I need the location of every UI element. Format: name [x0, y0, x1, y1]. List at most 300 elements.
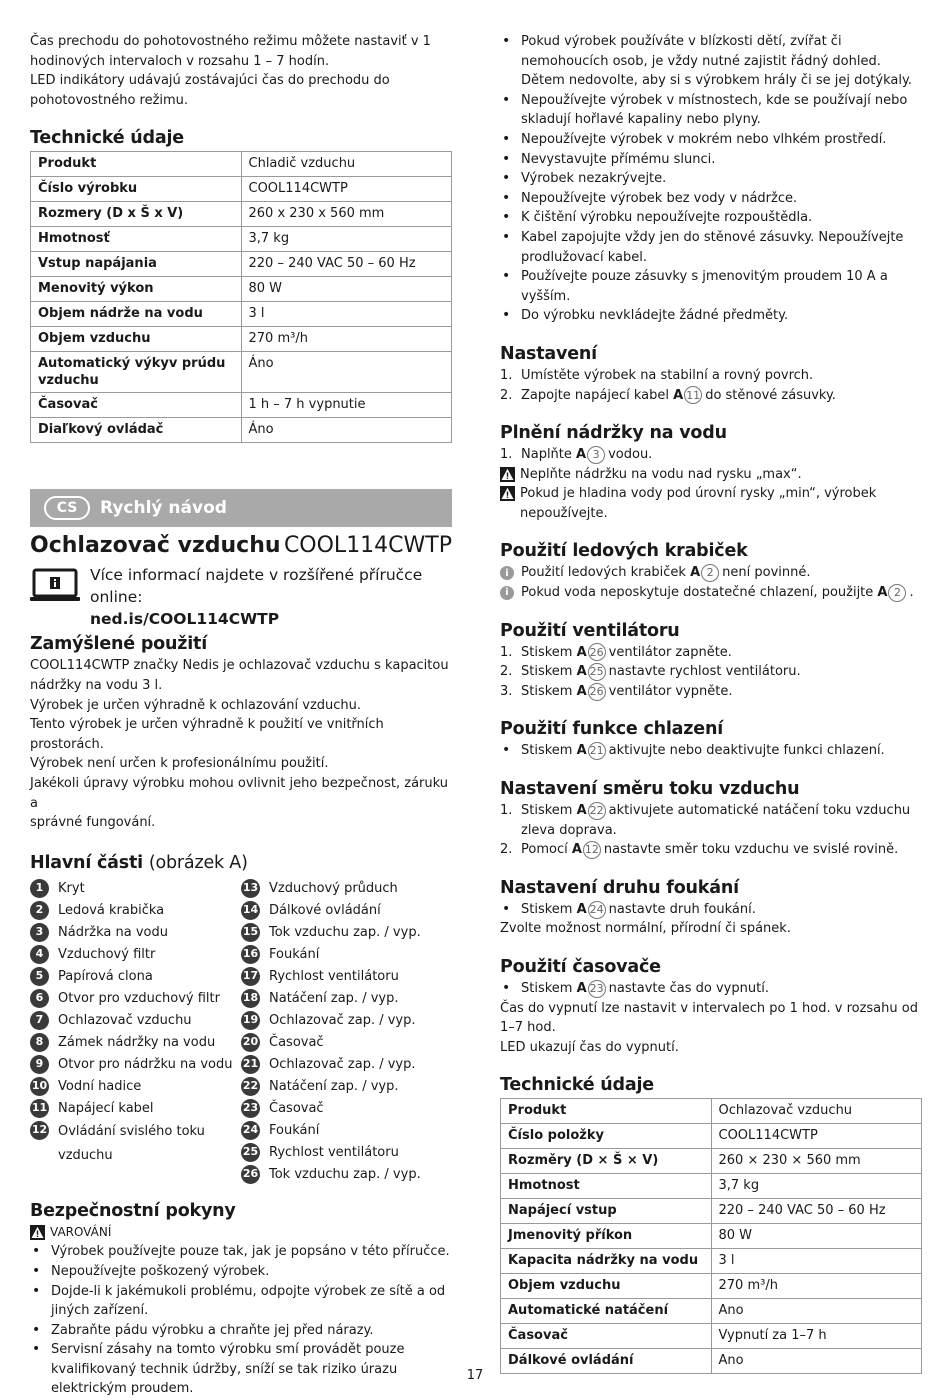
spec-value: COOL114CWTP [711, 1124, 922, 1149]
list-item [30, 1010, 241, 1032]
list-item [500, 979, 922, 999]
spec-value: 220 – 240 VAC 50 – 60 Hz [241, 252, 452, 277]
part-number: 2 [30, 901, 49, 920]
figure-ref [577, 682, 609, 702]
fan-steps [500, 643, 922, 702]
part-number: 22 [241, 1077, 260, 1096]
more-info [30, 564, 452, 630]
spec-value: 80 W [711, 1224, 922, 1249]
part-label: Ochlazovač zap. / vyp. [269, 1012, 416, 1028]
list-item [241, 1142, 452, 1164]
list-item [500, 682, 922, 702]
spec-key: Objem vzduchu [501, 1274, 712, 1299]
list-item [241, 922, 452, 944]
parts-column-left [30, 878, 241, 1186]
step-text-part: ventilátor zapněte. [608, 644, 732, 660]
intro-line: LED indikátory udávajú zostávajúci čas do prechodu do [30, 73, 390, 89]
warning-text: Neplňte nádržku na vodu nad rysku „max“. [520, 466, 802, 482]
warning-label [30, 1223, 452, 1243]
part-ref-number: 26 [588, 683, 606, 701]
step-number: 3. [500, 683, 513, 699]
table-row [31, 202, 452, 227]
fill-warning [500, 484, 922, 523]
part-label: Natáčení zap. / vyp. [269, 990, 399, 1006]
part-label: Natáčení zap. / vyp. [269, 1078, 399, 1094]
info-icon: i [500, 586, 514, 600]
step-text [521, 801, 922, 840]
part-ref-number: 2 [701, 564, 719, 582]
setup-steps [500, 366, 922, 405]
list-item: • Do výrobku nevkládejte žádné předměty. [500, 306, 922, 326]
spec-key: Rozmery (D x Š x V) [31, 202, 242, 227]
figure-ref [572, 840, 604, 860]
spec-key: Automatické natáčení [501, 1299, 712, 1324]
step-number: 2. [500, 842, 513, 858]
spec-value: 1 h – 7 h vypnutie [241, 393, 452, 418]
figure-letter: A [571, 842, 582, 858]
step-text [521, 386, 836, 406]
cooling-title: Použití funkce chlazení [500, 719, 724, 740]
table-row [31, 277, 452, 302]
list-item [500, 643, 922, 663]
spec-key: Produkt [31, 152, 242, 177]
part-label: Rychlost ventilátoru [269, 1144, 399, 1160]
part-ref-number: 3 [587, 446, 605, 464]
step-text-part: Stiskem [521, 981, 573, 996]
warning-icon [500, 467, 515, 482]
part-number: 4 [30, 945, 49, 964]
more-info-line: Více informací najdete v rozšířené příručce online: [90, 566, 423, 607]
spec-key: Diaľkový ovládač [31, 418, 242, 443]
list-item: • Výrobek používejte pouze tak, jak je popsáno v této příručce. [30, 1242, 452, 1262]
spec-value: 260 x 230 x 560 mm [241, 202, 452, 227]
part-label: Tok vzduchu zap. / vyp. [269, 924, 421, 940]
list-item: • Pokud výrobek používáte v blízkosti dětí, zvířat či nemohoucích osob, je vždy nutné zajistit řádný dohled. Dětem nedovolte, aby si s výrobkem hrály či se jej dotýkaly. [500, 32, 922, 91]
product-heading [30, 533, 452, 558]
spec-key: Číslo položky [501, 1124, 712, 1149]
list-item [30, 922, 241, 944]
part-ref-number: 26 [588, 643, 606, 661]
list-item [241, 1164, 452, 1186]
step-number: 2. [500, 664, 513, 680]
list-item [241, 1076, 452, 1098]
part-label: Ovládání svislého toku vzduchu [58, 1123, 205, 1163]
list-item: • Servisní zásahy na tomto výrobku smí provádět pouze kvalifikovaný technik údržby, sníží se tak riziko úrazu elektrickým proudem. [30, 1340, 452, 1399]
table-row [31, 227, 452, 252]
table-row [501, 1274, 922, 1299]
spec-key: Hmotnost [501, 1174, 712, 1199]
product-name: Ochlazovač vzduchu [30, 533, 281, 559]
list-item [30, 1120, 241, 1168]
list-item: • Dojde-li k jakémukoli problému, odpojte výrobek ze sítě a od jiných zařízení. [30, 1282, 452, 1321]
part-label: Vzduchový filtr [58, 946, 156, 962]
part-number: 24 [241, 1121, 260, 1140]
step-text-part: do stěnové zásuvky. [705, 387, 836, 403]
step-text-part: Zapojte napájecí kabel [521, 387, 669, 403]
part-label: Kryt [58, 880, 85, 896]
ice-title: Použití ledových krabiček [500, 541, 748, 562]
step-text-part: nastavte druh foukání. [608, 901, 756, 917]
list-item [500, 741, 922, 761]
part-number: 6 [30, 989, 49, 1008]
list-item [500, 366, 922, 386]
step-number: 1. [500, 447, 513, 463]
part-label: Papírová clona [58, 968, 153, 984]
step-text-part: aktivujte nebo deaktivujte funkci chlazení. [608, 743, 885, 759]
list-item [241, 1032, 452, 1054]
part-label: Ochlazovač zap. / vyp. [269, 1056, 416, 1072]
part-number: 8 [30, 1033, 49, 1052]
step-text-part: Stiskem [521, 901, 573, 917]
spec-key: Produkt [501, 1099, 712, 1124]
table-row [501, 1124, 922, 1149]
step-text-part: Naplňte [521, 447, 572, 463]
note-text [521, 563, 811, 583]
spec-key: Menovitý výkon [31, 277, 242, 302]
spec-value: 3 l [241, 302, 452, 327]
list-item [241, 966, 452, 988]
table-row [31, 177, 452, 202]
part-number: 5 [30, 967, 49, 986]
intended-line: COOL114CWTP značky Nedis je ochlazovač vzduchu s kapacitou [30, 658, 449, 674]
figure-ref [577, 900, 609, 920]
figure-letter: A [576, 901, 587, 917]
step-number: 1. [500, 644, 513, 660]
setup-title: Nastavení [500, 343, 597, 364]
safety-title: Bezpečnostní pokyny [30, 1200, 236, 1221]
note-text-part: není povinné. [722, 565, 811, 581]
part-number: 1 [30, 879, 49, 898]
part-label: Ledová krabička [58, 902, 165, 918]
part-ref-number: 11 [684, 386, 702, 404]
sk-tech-table [30, 151, 452, 443]
intended-line: Tento výrobek je určen výhradně k použití ve vnitřních prostorách. [30, 717, 384, 752]
spec-key: Rozměry (D × Š × V) [501, 1149, 712, 1174]
list-item [30, 1098, 241, 1120]
intro-line: hodinových intervaloch v rozsahu 1 – 7 hodín. [30, 53, 330, 69]
language-badge: CS [44, 496, 90, 520]
spec-value: Áno [241, 418, 452, 443]
spec-value: 270 m³/h [711, 1274, 922, 1299]
list-item: • Používejte pouze zásuvky s jmenovitým proudem 10 A a vyšším. [500, 267, 922, 306]
table-row [501, 1249, 922, 1274]
spec-key: Hmotnosť [31, 227, 242, 252]
step-text: Umístěte výrobek na stabilní a rovný povrch. [521, 367, 814, 383]
table-row [501, 1299, 922, 1324]
step-number: 1. [500, 367, 513, 383]
list-item [241, 988, 452, 1010]
list-item [500, 840, 922, 860]
step-text-part: nastavte čas do vypnutí. [608, 981, 769, 996]
part-number: 20 [241, 1033, 260, 1052]
part-number: 10 [30, 1077, 49, 1096]
step-text-part: aktivujete automatické natáčení toku vzduchu zleva doprava. [521, 803, 911, 838]
timer-note: 1–7 hod. [500, 1020, 556, 1036]
parts-column-right [241, 878, 452, 1186]
part-label: Foukání [269, 946, 320, 962]
note-text-part: Pokud voda neposkytuje dostatečné chlazení, použijte [521, 585, 874, 601]
intended-line: Výrobek není určen k profesionálnímu použití. [30, 756, 329, 772]
step-text [521, 682, 733, 702]
step-text [521, 840, 898, 860]
spec-key: Časovač [31, 393, 242, 418]
spec-value: Ano [711, 1299, 922, 1324]
info-icon: i [500, 566, 514, 580]
list-item [30, 944, 241, 966]
spec-value: COOL114CWTP [241, 177, 452, 202]
fill-warning [500, 465, 922, 485]
spec-key: Automatický výkyv prúdu vzduchu [31, 352, 242, 393]
table-row [501, 1099, 922, 1124]
part-number: 25 [241, 1143, 260, 1162]
list-item: • Nepoužívejte poškozený výrobek. [30, 1262, 452, 1282]
part-label: Zámek nádržky na vodu [58, 1034, 216, 1050]
part-label: Foukání [269, 1122, 320, 1138]
part-number: 7 [30, 1011, 49, 1030]
part-number: 21 [241, 1055, 260, 1074]
list-item [30, 878, 241, 900]
ice-note [500, 583, 922, 603]
warning-text: Pokud je hladina vody pod úrovní rysky „min“, výrobek nepoužívejte. [520, 486, 877, 521]
spec-key: Jmenovitý příkon [501, 1224, 712, 1249]
list-item [500, 801, 922, 840]
spec-value: 270 m³/h [241, 327, 452, 352]
list-item [30, 988, 241, 1010]
spec-value: Áno [241, 352, 452, 393]
list-item: • Nepoužívejte výrobek bez vody v nádržce. [500, 189, 922, 209]
fill-title: Plnění nádržky na vodu [500, 423, 727, 444]
spec-key: Objem nádrže na vodu [31, 302, 242, 327]
spec-value: Vypnutí za 1–7 h [711, 1324, 922, 1349]
table-row [501, 1324, 922, 1349]
part-ref-number: 25 [588, 663, 606, 681]
figure-letter: A [576, 664, 587, 680]
list-item [30, 966, 241, 988]
spec-value: Ochlazovač vzduchu [711, 1099, 922, 1124]
list-item: • Kabel zapojujte vždy jen do stěnové zásuvky. Nepoužívejte prodlužovací kabel. [500, 228, 922, 267]
part-number: 18 [241, 989, 260, 1008]
step-text-part: nastavte rychlost ventilátoru. [608, 664, 801, 680]
part-number: 23 [241, 1099, 260, 1118]
step-text-part: Stiskem [521, 664, 573, 680]
main-parts-title-suffix: (obrázek A) [148, 852, 248, 873]
list-item: • Nevystavujte přímému slunci. [500, 150, 922, 170]
left-column [30, 32, 452, 1399]
part-label: Vodní hadice [58, 1078, 142, 1094]
part-label: Otvor pro vzduchový filtr [58, 990, 220, 1006]
spec-key: Časovač [501, 1324, 712, 1349]
note-text-part: Použití ledových krabiček [521, 565, 686, 581]
figure-letter: A [576, 981, 587, 996]
spec-key: Napájecí vstup [501, 1199, 712, 1224]
figure-ref [577, 662, 609, 682]
figure-ref [673, 386, 705, 406]
list-item: • Nepoužívejte výrobek v mokrém nebo vlhkém prostředí. [500, 130, 922, 150]
part-label: Tok vzduchu zap. / vyp. [269, 1166, 421, 1182]
step-text-part: Stiskem [521, 683, 573, 699]
part-ref-number: 12 [583, 841, 601, 859]
list-item [30, 1054, 241, 1076]
part-ref-number: 22 [588, 802, 606, 820]
figure-ref [577, 979, 609, 999]
spec-value: 3,7 kg [711, 1174, 922, 1199]
step-text [521, 445, 652, 465]
list-item [500, 386, 922, 406]
spec-key: Kapacita nádržky na vodu [501, 1249, 712, 1274]
figure-letter: A [576, 644, 587, 660]
note-text-part: . [909, 585, 914, 601]
list-item: • Zabraňte pádu výrobku a chraňte jej před nárazy. [30, 1321, 452, 1341]
table-row [501, 1199, 922, 1224]
table-row [501, 1174, 922, 1199]
sk-tech-title: Technické údaje [30, 128, 184, 149]
page-number: 17 [466, 1368, 484, 1383]
part-ref-number: 24 [588, 901, 606, 919]
step-text-part: Stiskem [521, 743, 573, 759]
main-parts-title [30, 852, 452, 874]
figure-ref [576, 445, 608, 465]
timer-steps [500, 979, 922, 999]
part-label: Vzduchový průduch [269, 880, 398, 896]
more-info-link[interactable]: ned.is/COOL114CWTP [90, 610, 280, 629]
part-number: 16 [241, 945, 260, 964]
blow-mode-note: Zvolte možnost normální, přírodní či spánek. [500, 921, 791, 937]
table-row [31, 327, 452, 352]
table-row [31, 252, 452, 277]
part-ref-number: 21 [588, 742, 606, 760]
blow-mode-title: Nastavení druhu foukání [500, 877, 739, 898]
step-number: 2. [500, 387, 513, 403]
step-text-part: Pomocí [521, 842, 568, 858]
list-item [30, 1076, 241, 1098]
table-row [501, 1149, 922, 1174]
list-item [241, 878, 452, 900]
step-text-part: Stiskem [521, 644, 573, 660]
more-info-text [90, 564, 452, 630]
fan-title: Použití ventilátoru [500, 620, 680, 641]
list-item [241, 1010, 452, 1032]
part-label: Nádržka na vodu [58, 924, 168, 940]
spec-key: Číslo výrobku [31, 177, 242, 202]
spec-value: Ano [711, 1349, 922, 1374]
spec-value: Chladič vzduchu [241, 152, 452, 177]
part-label: Časovač [269, 1100, 324, 1116]
list-item [500, 900, 922, 920]
timer-title: Použití časovače [500, 957, 661, 977]
part-label: Časovač [269, 1034, 324, 1050]
main-parts-title-text: Hlavní části [30, 852, 143, 873]
table-row [31, 393, 452, 418]
list-item [500, 662, 922, 682]
intended-line: Jakékoli úpravy výrobku mohou ovlivnit jeho bezpečnost, záruku a [30, 775, 449, 811]
list-item [241, 900, 452, 922]
part-label: Napájecí kabel [58, 1100, 154, 1116]
intro-line: Čas prechodu do pohotovostného režimu môžete nastaviť v 1 [30, 34, 431, 49]
part-number: 12 [30, 1121, 49, 1140]
cooling-steps [500, 741, 922, 761]
table-row [501, 1224, 922, 1249]
list-item [500, 445, 922, 465]
step-number: 1. [500, 803, 513, 819]
figure-ref [577, 741, 609, 761]
airflow-direction-steps [500, 801, 922, 860]
parts-list [30, 878, 452, 1186]
list-item: • Výrobek nezakrývejte. [500, 169, 922, 189]
timer-note: LED ukazují čas do vypnutí. [500, 1039, 679, 1055]
intro-line: pohotovostného režimu. [30, 92, 189, 108]
step-text [521, 643, 732, 663]
part-number: 3 [30, 923, 49, 942]
table-row [31, 152, 452, 177]
product-code: COOL114CWTP [283, 533, 452, 559]
cs-tech-table [500, 1098, 922, 1374]
part-number: 11 [30, 1099, 49, 1118]
list-item [30, 1032, 241, 1054]
warning-text: VAROVÁNÍ [50, 1224, 112, 1239]
figure-ref [690, 563, 722, 583]
spec-value: 80 W [241, 277, 452, 302]
list-item: • K čištění výrobku nepoužívejte rozpouštědla. [500, 208, 922, 228]
figure-letter: A [673, 387, 684, 403]
cs-tech-title: Technické údaje [500, 1075, 654, 1096]
list-item [30, 900, 241, 922]
part-number: 13 [241, 879, 260, 898]
part-number: 19 [241, 1011, 260, 1030]
figure-ref [577, 801, 609, 821]
part-ref-number: 2 [888, 584, 906, 602]
part-number: 17 [241, 967, 260, 986]
part-number: 26 [241, 1165, 260, 1184]
part-label: Ochlazovač vzduchu [58, 1012, 192, 1028]
figure-letter: A [576, 447, 587, 463]
ice-note [500, 563, 922, 583]
note-text [521, 583, 914, 603]
intended-line: nádržky na vodu 3 l. [30, 677, 163, 693]
warning-icon [30, 1225, 45, 1240]
step-text [521, 662, 801, 682]
part-label: Rychlost ventilátoru [269, 968, 399, 984]
spec-key: Objem vzduchu [31, 327, 242, 352]
list-item: • Nepoužívejte výrobek v místnostech, kde se používají nebo skladují hořlavé kapaliny nebo plyny. [500, 91, 922, 130]
list-item [241, 944, 452, 966]
spec-value: 3 l [711, 1249, 922, 1274]
intended-line: Výrobek je určen výhradně k ochlazování vzduchu. [30, 697, 362, 713]
part-number: 9 [30, 1055, 49, 1074]
laptop-info-icon [30, 568, 80, 602]
table-row [31, 418, 452, 443]
figure-ref [577, 643, 609, 663]
step-text-part: ventilátor vypněte. [608, 683, 733, 699]
intended-use-title: Zamýšlené použití [30, 634, 208, 655]
figure-letter: A [877, 585, 888, 601]
spec-key: Vstup napájania [31, 252, 242, 277]
figure-letter: A [576, 683, 587, 699]
step-text-part: nastavte směr toku vzduchu ve svislé rovině. [603, 842, 899, 858]
intended-line: správné fungování. [30, 815, 156, 831]
warning-icon [500, 486, 515, 501]
part-number: 14 [241, 901, 260, 920]
blow-mode-steps [500, 900, 922, 920]
language-section-header [30, 489, 452, 527]
list-item [241, 1054, 452, 1076]
part-label: Dálkové ovládání [269, 902, 381, 918]
figure-letter: A [690, 565, 701, 581]
spec-key: Dálkové ovládání [501, 1349, 712, 1374]
part-number: 15 [241, 923, 260, 942]
spec-value: 260 × 230 × 560 mm [711, 1149, 922, 1174]
spec-value: 220 – 240 VAC 50 – 60 Hz [711, 1199, 922, 1224]
airflow-direction-title: Nastavení směru toku vzduchu [500, 779, 800, 800]
